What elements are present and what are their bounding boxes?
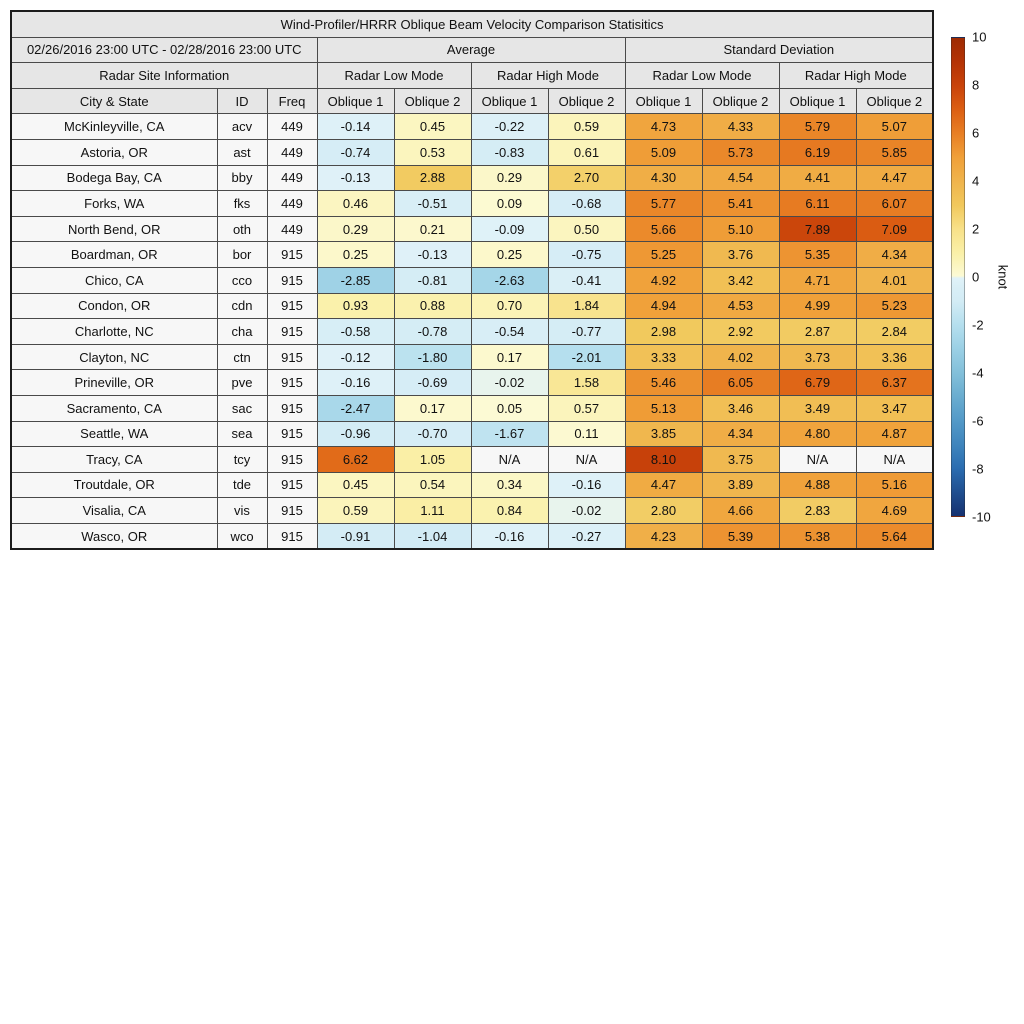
- value-cell: -0.58: [317, 319, 394, 345]
- value-cell: 6.37: [856, 370, 933, 396]
- city-cell: McKinleyville, CA: [11, 114, 217, 140]
- freq-cell: 449: [267, 139, 317, 165]
- city-cell: Condon, OR: [11, 293, 217, 319]
- city-state-header: City & State: [11, 88, 217, 114]
- section-header-row: [11, 37, 933, 63]
- table-title: Wind-Profiler/HRRR Oblique Beam Velocity Comparison Statisitics: [11, 11, 933, 37]
- value-cell: 4.54: [702, 165, 779, 191]
- value-cell: 1.11: [394, 498, 471, 524]
- value-cell: 0.57: [548, 395, 625, 421]
- value-cell: 0.17: [471, 344, 548, 370]
- city-cell: Bodega Bay, CA: [11, 165, 217, 191]
- value-cell: 0.50: [548, 216, 625, 242]
- value-cell: 3.46: [702, 395, 779, 421]
- table-row: [11, 447, 933, 473]
- value-cell: 0.61: [548, 139, 625, 165]
- value-cell: 5.09: [625, 139, 702, 165]
- colorbar-tick-label: -2: [972, 317, 984, 333]
- colorbar-tick-label: 2: [972, 221, 980, 237]
- value-cell: 6.11: [779, 191, 856, 217]
- table-row: [11, 165, 933, 191]
- value-cell: 3.42: [702, 267, 779, 293]
- value-cell: 5.13: [625, 395, 702, 421]
- value-cell: 5.16: [856, 472, 933, 498]
- table-row: [11, 216, 933, 242]
- value-cell: -0.75: [548, 242, 625, 268]
- value-cell: -0.83: [471, 139, 548, 165]
- freq-cell: 915: [267, 293, 317, 319]
- value-cell: -0.51: [394, 191, 471, 217]
- colorbar-tick-label: 6: [972, 125, 980, 141]
- value-cell: 4.92: [625, 267, 702, 293]
- value-cell: 3.36: [856, 344, 933, 370]
- freq-cell: 915: [267, 267, 317, 293]
- value-cell: 0.25: [471, 242, 548, 268]
- average-header: Average: [317, 37, 625, 63]
- oblique2-header: Oblique 2: [548, 88, 625, 114]
- freq-cell: 449: [267, 216, 317, 242]
- value-cell: 0.29: [317, 216, 394, 242]
- value-cell: 0.88: [394, 293, 471, 319]
- value-cell: N/A: [471, 447, 548, 473]
- value-cell: -0.02: [471, 370, 548, 396]
- value-cell: 4.23: [625, 523, 702, 549]
- id-cell: cdn: [217, 293, 267, 319]
- oblique1-header: Oblique 1: [779, 88, 856, 114]
- value-cell: 0.11: [548, 421, 625, 447]
- table-row: [11, 370, 933, 396]
- table-row: [11, 139, 933, 165]
- value-cell: 4.66: [702, 498, 779, 524]
- value-cell: -0.81: [394, 267, 471, 293]
- id-cell: cha: [217, 319, 267, 345]
- value-cell: -0.27: [548, 523, 625, 549]
- date-range: 02/26/2016 23:00 UTC - 02/28/2016 23:00 UTC: [11, 37, 317, 63]
- value-cell: 4.33: [702, 114, 779, 140]
- oblique2-header: Oblique 2: [394, 88, 471, 114]
- std-dev-header: Standard Deviation: [625, 37, 933, 63]
- freq-cell: 915: [267, 344, 317, 370]
- city-cell: Seattle, WA: [11, 421, 217, 447]
- value-cell: -0.14: [317, 114, 394, 140]
- value-cell: 5.10: [702, 216, 779, 242]
- colorbar-unit-label: knot: [995, 264, 1011, 290]
- city-cell: Prineville, OR: [11, 370, 217, 396]
- table-row: [11, 523, 933, 549]
- freq-cell: 915: [267, 242, 317, 268]
- title-row: [11, 11, 933, 37]
- value-cell: 0.34: [471, 472, 548, 498]
- avg-low-mode-header: Radar Low Mode: [317, 63, 471, 89]
- value-cell: 4.94: [625, 293, 702, 319]
- freq-cell: 915: [267, 421, 317, 447]
- oblique2-header: Oblique 2: [856, 88, 933, 114]
- value-cell: 5.41: [702, 191, 779, 217]
- city-cell: Wasco, OR: [11, 523, 217, 549]
- value-cell: 5.77: [625, 191, 702, 217]
- value-cell: 0.45: [317, 472, 394, 498]
- freq-cell: 449: [267, 114, 317, 140]
- colorbar-gradient: [951, 37, 965, 517]
- value-cell: 4.47: [625, 472, 702, 498]
- oblique1-header: Oblique 1: [317, 88, 394, 114]
- value-cell: 3.75: [702, 447, 779, 473]
- value-cell: -2.85: [317, 267, 394, 293]
- id-cell: ast: [217, 139, 267, 165]
- value-cell: -0.02: [548, 498, 625, 524]
- table-row: [11, 395, 933, 421]
- value-cell: 0.29: [471, 165, 548, 191]
- value-cell: 0.70: [471, 293, 548, 319]
- value-cell: -2.01: [548, 344, 625, 370]
- value-cell: -0.69: [394, 370, 471, 396]
- value-cell: -0.16: [471, 523, 548, 549]
- table-row: [11, 319, 933, 345]
- id-cell: oth: [217, 216, 267, 242]
- value-cell: -0.74: [317, 139, 394, 165]
- value-cell: 1.05: [394, 447, 471, 473]
- id-cell: vis: [217, 498, 267, 524]
- value-cell: 4.30: [625, 165, 702, 191]
- freq-cell: 915: [267, 498, 317, 524]
- freq-cell: 915: [267, 370, 317, 396]
- value-cell: 4.41: [779, 165, 856, 191]
- value-cell: 7.09: [856, 216, 933, 242]
- value-cell: 2.80: [625, 498, 702, 524]
- value-cell: 3.47: [856, 395, 933, 421]
- city-cell: Sacramento, CA: [11, 395, 217, 421]
- value-cell: 5.46: [625, 370, 702, 396]
- id-cell: acv: [217, 114, 267, 140]
- value-cell: -0.16: [317, 370, 394, 396]
- id-cell: pve: [217, 370, 267, 396]
- value-cell: 1.84: [548, 293, 625, 319]
- value-cell: -0.78: [394, 319, 471, 345]
- oblique1-header: Oblique 1: [625, 88, 702, 114]
- std-low-mode-header: Radar Low Mode: [625, 63, 779, 89]
- value-cell: 4.87: [856, 421, 933, 447]
- mode-header-row: [11, 63, 933, 89]
- city-cell: Tracy, CA: [11, 447, 217, 473]
- value-cell: -0.96: [317, 421, 394, 447]
- id-cell: bby: [217, 165, 267, 191]
- value-cell: 3.49: [779, 395, 856, 421]
- value-cell: 4.80: [779, 421, 856, 447]
- city-cell: Astoria, OR: [11, 139, 217, 165]
- table-row: [11, 242, 933, 268]
- oblique1-header: Oblique 1: [471, 88, 548, 114]
- id-cell: bor: [217, 242, 267, 268]
- value-cell: -0.70: [394, 421, 471, 447]
- value-cell: -0.12: [317, 344, 394, 370]
- value-cell: N/A: [779, 447, 856, 473]
- value-cell: 0.05: [471, 395, 548, 421]
- table-row: [11, 498, 933, 524]
- value-cell: -1.80: [394, 344, 471, 370]
- value-cell: -0.16: [548, 472, 625, 498]
- value-cell: N/A: [548, 447, 625, 473]
- freq-cell: 915: [267, 447, 317, 473]
- value-cell: 4.71: [779, 267, 856, 293]
- value-cell: 0.45: [394, 114, 471, 140]
- value-cell: 5.35: [779, 242, 856, 268]
- id-cell: sea: [217, 421, 267, 447]
- city-cell: Forks, WA: [11, 191, 217, 217]
- value-cell: -0.09: [471, 216, 548, 242]
- value-cell: -1.04: [394, 523, 471, 549]
- value-cell: 2.92: [702, 319, 779, 345]
- value-cell: 5.23: [856, 293, 933, 319]
- value-cell: 3.73: [779, 344, 856, 370]
- table-row: [11, 191, 933, 217]
- value-cell: 1.58: [548, 370, 625, 396]
- column-header-row: [11, 88, 933, 114]
- value-cell: 0.54: [394, 472, 471, 498]
- id-cell: tcy: [217, 447, 267, 473]
- value-cell: 3.89: [702, 472, 779, 498]
- colorbar-tick-label: -4: [972, 365, 984, 381]
- city-cell: North Bend, OR: [11, 216, 217, 242]
- value-cell: -0.68: [548, 191, 625, 217]
- value-cell: 0.53: [394, 139, 471, 165]
- value-cell: 7.89: [779, 216, 856, 242]
- colorbar-tick-label: 0: [972, 269, 980, 285]
- city-cell: Chico, CA: [11, 267, 217, 293]
- city-cell: Charlotte, NC: [11, 319, 217, 345]
- value-cell: -0.54: [471, 319, 548, 345]
- value-cell: -2.47: [317, 395, 394, 421]
- value-cell: 0.84: [471, 498, 548, 524]
- colorbar-tick-label: -8: [972, 461, 984, 477]
- value-cell: -0.41: [548, 267, 625, 293]
- city-cell: Visalia, CA: [11, 498, 217, 524]
- value-cell: -0.77: [548, 319, 625, 345]
- value-cell: 4.88: [779, 472, 856, 498]
- value-cell: 6.05: [702, 370, 779, 396]
- id-cell: sac: [217, 395, 267, 421]
- value-cell: 4.47: [856, 165, 933, 191]
- freq-cell: 915: [267, 395, 317, 421]
- table-body: [11, 114, 933, 550]
- value-cell: 2.83: [779, 498, 856, 524]
- value-cell: 3.85: [625, 421, 702, 447]
- value-cell: 0.59: [548, 114, 625, 140]
- stats-table: [10, 10, 934, 550]
- oblique2-header: Oblique 2: [702, 88, 779, 114]
- id-cell: cco: [217, 267, 267, 293]
- colorbar: [951, 29, 1024, 525]
- value-cell: 5.25: [625, 242, 702, 268]
- city-cell: Boardman, OR: [11, 242, 217, 268]
- freq-cell: 915: [267, 523, 317, 549]
- id-header: ID: [217, 88, 267, 114]
- freq-cell: 449: [267, 165, 317, 191]
- value-cell: 4.53: [702, 293, 779, 319]
- colorbar-tick-label: -6: [972, 413, 984, 429]
- table-row: [11, 472, 933, 498]
- value-cell: 5.39: [702, 523, 779, 549]
- value-cell: 5.85: [856, 139, 933, 165]
- value-cell: 2.88: [394, 165, 471, 191]
- value-cell: 6.07: [856, 191, 933, 217]
- value-cell: 6.19: [779, 139, 856, 165]
- id-cell: fks: [217, 191, 267, 217]
- value-cell: 4.34: [856, 242, 933, 268]
- value-cell: 0.59: [317, 498, 394, 524]
- value-cell: 0.17: [394, 395, 471, 421]
- table-row: [11, 421, 933, 447]
- value-cell: 5.64: [856, 523, 933, 549]
- value-cell: N/A: [856, 447, 933, 473]
- city-cell: Troutdale, OR: [11, 472, 217, 498]
- value-cell: 4.34: [702, 421, 779, 447]
- site-info-header: Radar Site Information: [11, 63, 317, 89]
- table-row: [11, 293, 933, 319]
- std-high-mode-header: Radar High Mode: [779, 63, 933, 89]
- freq-header: Freq: [267, 88, 317, 114]
- id-cell: wco: [217, 523, 267, 549]
- value-cell: -1.67: [471, 421, 548, 447]
- value-cell: 5.07: [856, 114, 933, 140]
- id-cell: ctn: [217, 344, 267, 370]
- value-cell: -0.13: [317, 165, 394, 191]
- value-cell: -0.13: [394, 242, 471, 268]
- freq-cell: 915: [267, 319, 317, 345]
- value-cell: -2.63: [471, 267, 548, 293]
- value-cell: 0.93: [317, 293, 394, 319]
- value-cell: 5.38: [779, 523, 856, 549]
- value-cell: -0.91: [317, 523, 394, 549]
- colorbar-tick-label: 10: [972, 29, 987, 45]
- freq-cell: 449: [267, 191, 317, 217]
- id-cell: tde: [217, 472, 267, 498]
- value-cell: 4.01: [856, 267, 933, 293]
- value-cell: 2.84: [856, 319, 933, 345]
- city-cell: Clayton, NC: [11, 344, 217, 370]
- value-cell: 0.46: [317, 191, 394, 217]
- value-cell: 4.69: [856, 498, 933, 524]
- value-cell: 3.33: [625, 344, 702, 370]
- value-cell: 6.79: [779, 370, 856, 396]
- freq-cell: 915: [267, 472, 317, 498]
- table-row: [11, 114, 933, 140]
- table-row: [11, 344, 933, 370]
- colorbar-tick-label: 8: [972, 77, 980, 93]
- value-cell: 5.66: [625, 216, 702, 242]
- value-cell: 0.09: [471, 191, 548, 217]
- value-cell: 6.62: [317, 447, 394, 473]
- value-cell: 2.70: [548, 165, 625, 191]
- value-cell: 5.73: [702, 139, 779, 165]
- value-cell: 2.98: [625, 319, 702, 345]
- value-cell: 2.87: [779, 319, 856, 345]
- value-cell: 3.76: [702, 242, 779, 268]
- colorbar-tick-label: 4: [972, 173, 980, 189]
- value-cell: 4.73: [625, 114, 702, 140]
- value-cell: 0.25: [317, 242, 394, 268]
- table-row: [11, 267, 933, 293]
- value-cell: -0.22: [471, 114, 548, 140]
- value-cell: 8.10: [625, 447, 702, 473]
- value-cell: 0.21: [394, 216, 471, 242]
- colorbar-tick-label: -10: [972, 509, 991, 525]
- value-cell: 4.99: [779, 293, 856, 319]
- value-cell: 5.79: [779, 114, 856, 140]
- avg-high-mode-header: Radar High Mode: [471, 63, 625, 89]
- value-cell: 4.02: [702, 344, 779, 370]
